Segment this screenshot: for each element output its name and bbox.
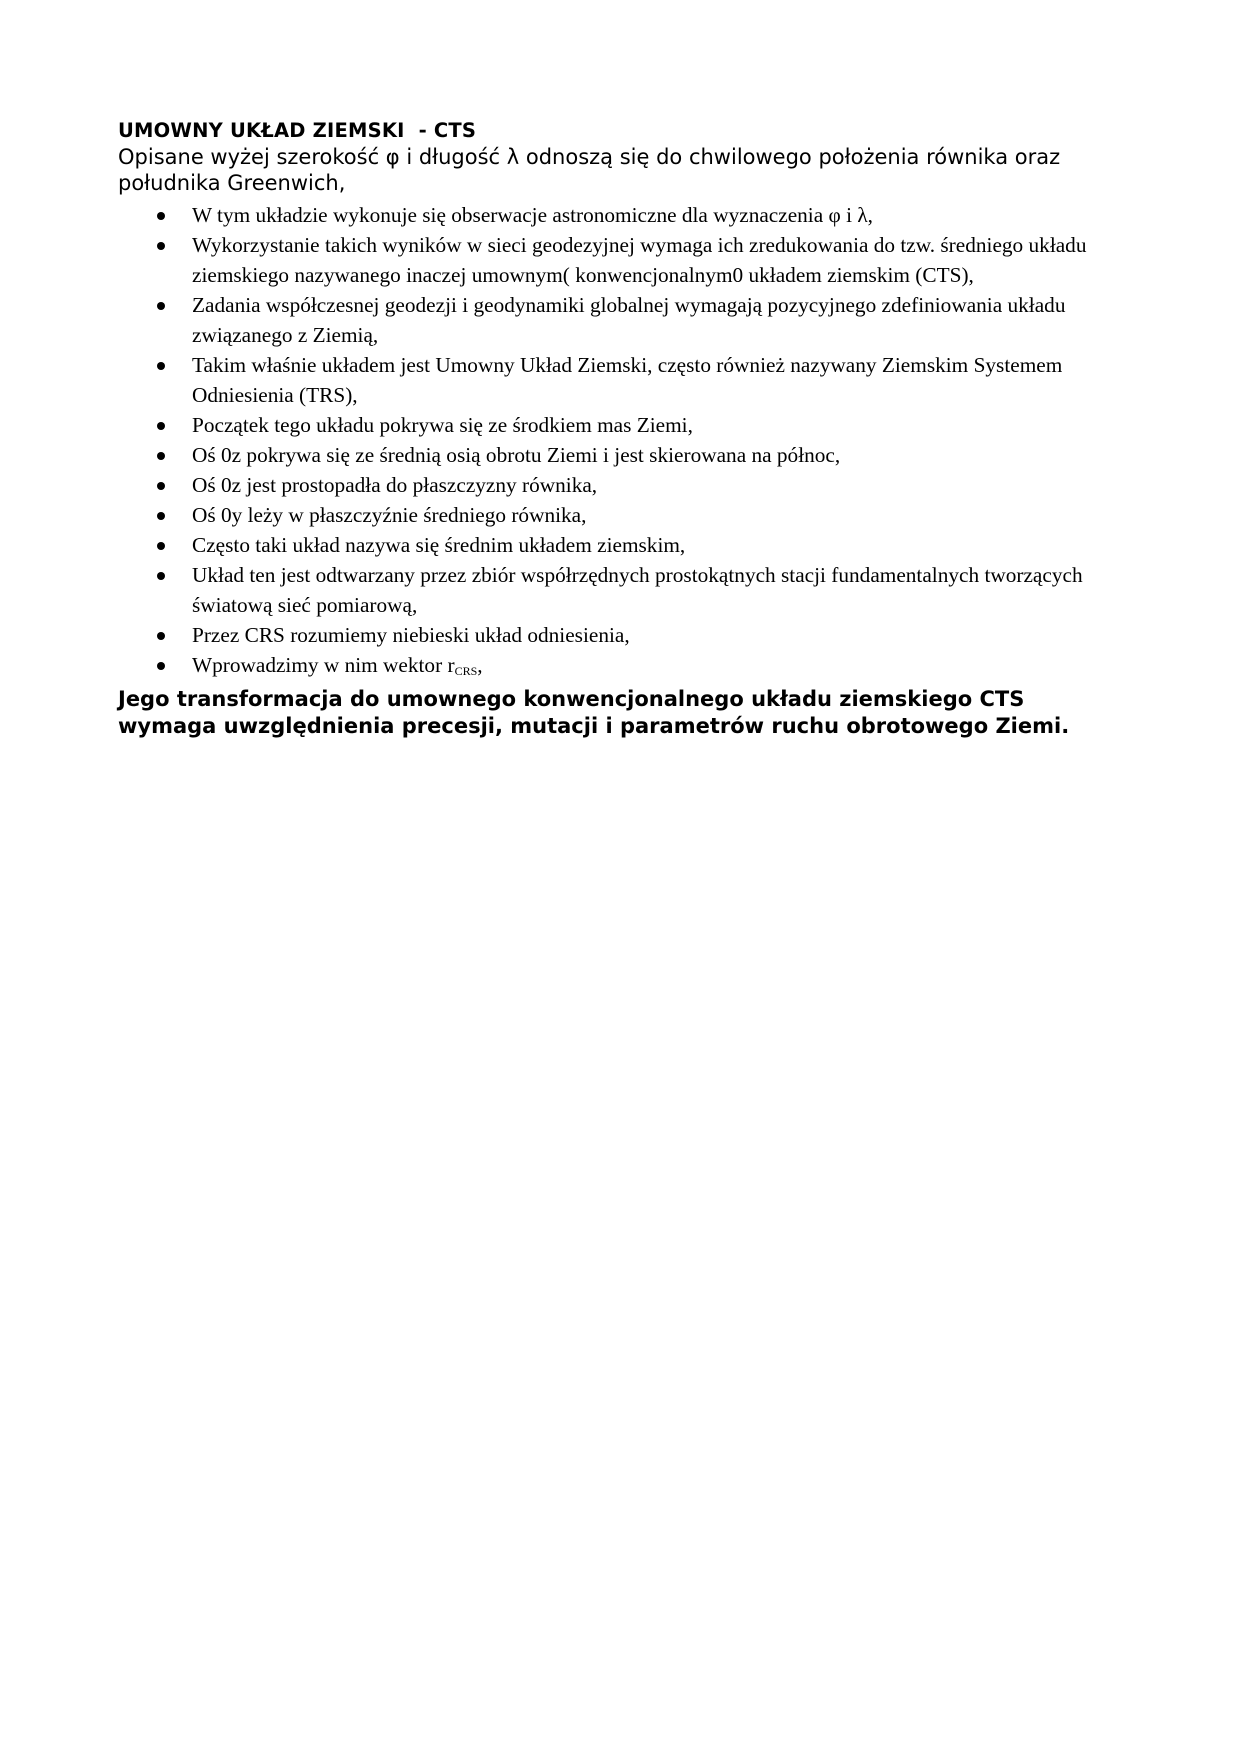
list-item-text: W tym układzie wykonuje się obserwacje astronomiczne dla wyznaczenia φ i λ, [192, 203, 874, 227]
list-item [118, 200, 1118, 230]
list-item-text: Wykorzystanie takich wyników w sieci geodezyjnej wymaga ich zredukowania do tzw. średniego układu ziemskiego nazywanego inaczej umownym( konwencjonalnym0 układem ziemskim (CTS), [192, 233, 1087, 287]
list-item [118, 440, 1118, 470]
bullet-icon [157, 482, 165, 490]
list-item-text: Początek tego układu pokrywa się ze środkiem mas Ziemi, [192, 413, 693, 437]
bullet-icon [157, 452, 165, 460]
bullet-icon [157, 242, 165, 250]
list-item-text: Układ ten jest odtwarzany przez zbiór współrzędnych prostokątnych stacji fundamentalnych tworzących światową sieć pomiarową, [192, 563, 1083, 617]
bullet-icon [157, 302, 165, 310]
bullet-icon [157, 362, 165, 370]
list-item [118, 230, 1118, 290]
list-item [118, 470, 1118, 500]
bullet-icon [157, 632, 165, 640]
closing-paragraph: Jego transformacja do umownego konwencjonalnego układu ziemskiego CTS wymaga uwzględnienia precesji, mutacji i parametrów ruchu obrotowego Ziemi. [118, 687, 1070, 738]
list-item-text: Często taki układ nazywa się średnim układem ziemskim, [192, 533, 686, 557]
list-item-text: Oś 0z jest prostopadła do płaszczyzny równika, [192, 473, 598, 497]
list-item [118, 620, 1118, 650]
document-title: UMOWNY UKŁAD ZIEMSKI - CTS [118, 119, 477, 142]
document-body [118, 118, 1118, 740]
vector-subscript: CRS [454, 664, 478, 678]
list-item [118, 560, 1118, 620]
list-item [118, 290, 1118, 350]
bullet-icon [157, 542, 165, 550]
bullet-list [118, 200, 1118, 686]
list-item [118, 410, 1118, 440]
bullet-icon [157, 422, 165, 430]
list-item-text: Zadania współczesnej geodezji i geodynamiki globalnej wymagają pozycyjnego zdefiniowania układu związanego z Ziemią, [192, 293, 1066, 347]
list-item-text: Oś 0z pokrywa się ze średnią osią obrotu Ziemi i jest skierowana na północ, [192, 443, 841, 467]
intro-paragraph: Opisane wyżej szerokość φ i długość λ odnoszą się do chwilowego położenia równika oraz południka Greenwich, [118, 145, 1061, 195]
list-item-text: Wprowadzimy w nim wektor r [192, 653, 455, 677]
list-item-text: Przez CRS rozumiemy niebieski układ odniesienia, [192, 623, 630, 647]
bullet-icon [157, 662, 165, 670]
bullet-icon [157, 572, 165, 580]
list-item [118, 650, 1118, 686]
list-item [118, 350, 1118, 410]
list-item [118, 500, 1118, 530]
list-item [118, 530, 1118, 560]
bullet-icon [157, 512, 165, 520]
list-item-suffix: , [477, 653, 483, 677]
list-item-text: Oś 0y leży w płaszczyźnie średniego równika, [192, 503, 587, 527]
bullet-icon [157, 212, 165, 220]
list-item-text: Takim właśnie układem jest Umowny Układ Ziemski, często również nazywany Ziemskim Systemem Odniesienia (TRS), [192, 353, 1063, 407]
